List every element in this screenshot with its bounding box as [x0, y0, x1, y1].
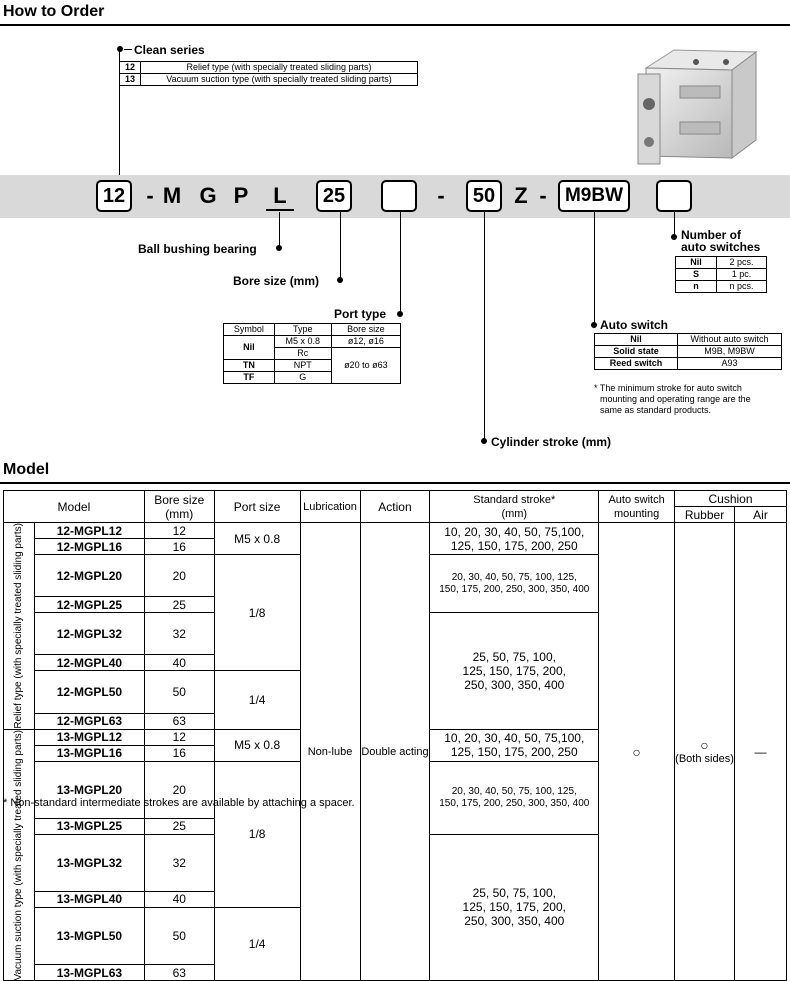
- series-desc: Vacuum suction type (with specially treated sliding parts): [141, 74, 418, 86]
- header-lubrication: Lubrication: [300, 491, 360, 523]
- model-cell: 12-MGPL20: [34, 555, 144, 597]
- stroke-line: 125, 150, 175, 200,: [462, 663, 566, 678]
- ball-bushing-label: Ball bushing bearing: [138, 242, 257, 256]
- bore-cell: 20: [144, 761, 214, 818]
- port-type-label: Port type: [334, 307, 387, 321]
- code-dash: -: [539, 183, 547, 208]
- port-type-table: [223, 323, 401, 384]
- code-g: G: [199, 183, 217, 208]
- lubrication-cell: Non-lube: [300, 523, 360, 981]
- stroke-cell: [430, 555, 599, 613]
- stroke-line: 10, 20, 30, 40, 50, 75,100,: [444, 524, 585, 539]
- header-bore: [144, 491, 214, 523]
- table-row: [595, 358, 782, 370]
- how-to-order-title: How to Order: [3, 3, 105, 20]
- auto-switch-table: [594, 333, 782, 370]
- model-cell: 13-MGPL25: [34, 818, 144, 834]
- model-cell: 13-MGPL63: [34, 965, 144, 981]
- port-symbol: TN: [224, 360, 275, 372]
- code-l-underline: [266, 209, 294, 211]
- stroke-line: 250, 300, 350, 400: [464, 677, 565, 692]
- stroke-line: 125, 150, 175, 200,: [462, 900, 566, 915]
- bore-cell: 12: [144, 729, 214, 745]
- model-cell: 12-MGPL63: [34, 713, 144, 729]
- title-rule: [0, 24, 790, 26]
- leader-line: [279, 212, 280, 248]
- switch-value: M9B, M9BW: [678, 346, 782, 358]
- port-symbol: TF: [224, 372, 275, 384]
- port-cell: 1/8: [214, 761, 300, 907]
- count-value: 2 pcs.: [717, 257, 767, 269]
- note-line: same as standard products.: [600, 405, 712, 415]
- code-m: M: [162, 183, 182, 208]
- code-bore-box: 25: [316, 180, 352, 212]
- switch-value: Without auto switch: [678, 334, 782, 346]
- leader-dot: [397, 311, 403, 317]
- bore-cell: 12: [144, 523, 214, 539]
- label-line: Number of: [681, 228, 741, 242]
- port-bore: ø12, ø16: [331, 336, 400, 348]
- code-l: L: [273, 183, 287, 208]
- header-line: (mm): [165, 506, 194, 521]
- code-count-box: [656, 180, 692, 212]
- code-port-box: [381, 180, 417, 212]
- clean-series-tick: [124, 49, 132, 50]
- model-rule: [0, 482, 790, 484]
- model-title: Model: [3, 461, 50, 478]
- stroke-cell: [430, 613, 599, 729]
- header-action: Action: [360, 491, 430, 523]
- header-cushion: Cushion: [675, 491, 787, 507]
- label-line: auto switches: [681, 240, 761, 254]
- port-type: M5 x 0.8: [274, 336, 331, 348]
- stroke-line: 150, 175, 200, 250, 300, 350, 400: [439, 583, 590, 595]
- stroke-line: 20, 30, 40, 50, 75, 100, 125,: [451, 785, 577, 797]
- note-line: mounting and operating range are the: [600, 394, 751, 404]
- number-switches-table: [675, 256, 767, 293]
- leader-line: [484, 212, 485, 441]
- bore-cell: 32: [144, 834, 214, 891]
- col-header: Symbol: [224, 324, 275, 336]
- header-line: Standard stroke*: [473, 493, 556, 506]
- switch-code: Nil: [595, 334, 678, 346]
- port-cell: 1/8: [214, 555, 300, 671]
- stroke-cell: [430, 729, 599, 761]
- stroke-cell: [430, 523, 599, 555]
- model-cell: 12-MGPL50: [34, 671, 144, 713]
- leader-dot: [591, 322, 597, 328]
- switch-mark: ○: [599, 523, 675, 981]
- table-row: [676, 281, 767, 293]
- leader-dot: [481, 438, 487, 444]
- code-dash: -: [146, 183, 154, 208]
- leader-line: [340, 212, 341, 280]
- col-header: Bore size: [331, 324, 400, 336]
- switch-value: A93: [678, 358, 782, 370]
- table-row: [595, 334, 782, 346]
- port-cell: M5 x 0.8: [214, 729, 300, 761]
- stroke-cell: [430, 761, 599, 834]
- rubber-note: (Both sides): [675, 752, 734, 765]
- stroke-line: 25, 50, 75, 100,: [472, 886, 556, 901]
- code-series-box: 12: [96, 180, 132, 212]
- port-cell: M5 x 0.8: [214, 523, 300, 555]
- number-switches-label: [681, 229, 760, 253]
- bore-cell: 50: [144, 671, 214, 713]
- model-cell: 12-MGPL40: [34, 655, 144, 671]
- table-row: [120, 62, 418, 74]
- model-cell: 13-MGPL32: [34, 834, 144, 891]
- bore-size-label: Bore size (mm): [233, 274, 320, 288]
- table-row: [4, 491, 787, 507]
- header-model: Model: [4, 491, 145, 523]
- auto-switch-label: Auto switch: [600, 318, 668, 332]
- port-type: NPT: [274, 360, 331, 372]
- cylinder-stroke-label: Cylinder stroke (mm): [491, 435, 612, 449]
- header-line: (mm): [501, 507, 528, 520]
- bore-cell: 63: [144, 965, 214, 981]
- header-line: mounting: [613, 507, 660, 520]
- bore-cell: 63: [144, 713, 214, 729]
- stroke-line: 150, 175, 200, 250, 300, 350, 400: [439, 797, 590, 809]
- bore-cell: 16: [144, 745, 214, 761]
- port-symbol: Nil: [224, 336, 275, 360]
- leader-line: [400, 212, 401, 314]
- code-dash: -: [437, 183, 445, 208]
- bore-cell: 50: [144, 907, 214, 964]
- bore-cell: 32: [144, 613, 214, 655]
- air-mark: —: [735, 523, 787, 981]
- header-rubber: Rubber: [675, 507, 735, 523]
- port-cell: 1/4: [214, 907, 300, 980]
- stroke-cell: [430, 834, 599, 980]
- group-label-text: Vacuum suction type (with specially treated sliding parts): [13, 729, 25, 981]
- rubber-cell: [675, 523, 735, 981]
- header-stroke: [430, 491, 599, 523]
- clean-series-dot: [117, 46, 123, 52]
- group-label: [4, 729, 35, 980]
- model-cell: 12-MGPL16: [34, 539, 144, 555]
- switch-code: Reed switch: [595, 358, 678, 370]
- count-code: n: [676, 281, 717, 293]
- rubber-mark: ○: [700, 736, 709, 753]
- model-cell: 12-MGPL32: [34, 613, 144, 655]
- port-bore: ø20 to ø63: [331, 348, 400, 384]
- table-row: [676, 257, 767, 269]
- table-row: [4, 523, 787, 539]
- stroke-line: 250, 300, 350, 400: [464, 914, 565, 929]
- switch-code: Solid state: [595, 346, 678, 358]
- group-label: [4, 523, 35, 730]
- clean-series-leader: [119, 49, 120, 180]
- stroke-line: 20, 30, 40, 50, 75, 100, 125,: [451, 571, 577, 583]
- bore-cell: 25: [144, 597, 214, 613]
- header-port: Port size: [214, 491, 300, 523]
- leader-dot: [337, 277, 343, 283]
- model-table: [3, 490, 787, 981]
- port-type: Rc: [274, 348, 331, 360]
- leader-dot: [671, 234, 677, 240]
- leader-line: [594, 212, 595, 325]
- header-switch: [599, 491, 675, 523]
- series-code: 13: [120, 74, 141, 86]
- header-air: Air: [735, 507, 787, 523]
- port-type: G: [274, 372, 331, 384]
- table-row: [595, 346, 782, 358]
- table-row: [120, 74, 418, 86]
- footnote: * Non-standard intermediate strokes are available by attaching a spacer.: [3, 797, 355, 809]
- count-value: n pcs.: [717, 281, 767, 293]
- group-label-text: Relief type (with specially treated sliding parts): [13, 523, 25, 729]
- bore-cell: 40: [144, 891, 214, 907]
- auto-switch-note: [594, 383, 751, 416]
- clean-series-table: [119, 61, 418, 86]
- clean-series-label: Clean series: [134, 43, 205, 57]
- count-value: 1 pc.: [717, 269, 767, 281]
- product-photo: [636, 30, 768, 170]
- model-cell: 13-MGPL40: [34, 891, 144, 907]
- table-row: [224, 336, 401, 348]
- note-line: * The minimum stroke for auto switch: [594, 383, 742, 393]
- leader-dot: [276, 245, 282, 251]
- bore-cell: 25: [144, 818, 214, 834]
- stroke-line: 125, 150, 175, 200, 250: [450, 745, 578, 760]
- bore-cell: 16: [144, 539, 214, 555]
- code-switch-box: M9BW: [558, 180, 630, 212]
- table-row: [676, 269, 767, 281]
- bore-cell: 20: [144, 555, 214, 597]
- model-cell: 13-MGPL12: [34, 729, 144, 745]
- port-cell: 1/4: [214, 671, 300, 729]
- stroke-line: 10, 20, 30, 40, 50, 75,100,: [444, 731, 585, 746]
- series-desc: Relief type (with specially treated sliding parts): [141, 62, 418, 74]
- table-row: [224, 324, 401, 336]
- header-line: Bore size: [154, 492, 205, 507]
- bore-cell: 40: [144, 655, 214, 671]
- count-code: S: [676, 269, 717, 281]
- action-cell: Double acting: [360, 523, 430, 981]
- code-z: Z: [514, 183, 528, 208]
- model-cell: 13-MGPL16: [34, 745, 144, 761]
- header-line: Auto switch: [608, 493, 665, 506]
- code-stroke-box: 50: [466, 180, 502, 212]
- model-cell: 13-MGPL50: [34, 907, 144, 964]
- col-header: Type: [274, 324, 331, 336]
- code-p: P: [233, 183, 249, 208]
- stroke-line: 125, 150, 175, 200, 250: [450, 538, 578, 553]
- model-cell: 12-MGPL12: [34, 523, 144, 539]
- model-cell: 13-MGPL20: [34, 761, 144, 818]
- count-code: Nil: [676, 257, 717, 269]
- series-code: 12: [120, 62, 141, 74]
- model-cell: 12-MGPL25: [34, 597, 144, 613]
- stroke-line: 25, 50, 75, 100,: [472, 649, 556, 664]
